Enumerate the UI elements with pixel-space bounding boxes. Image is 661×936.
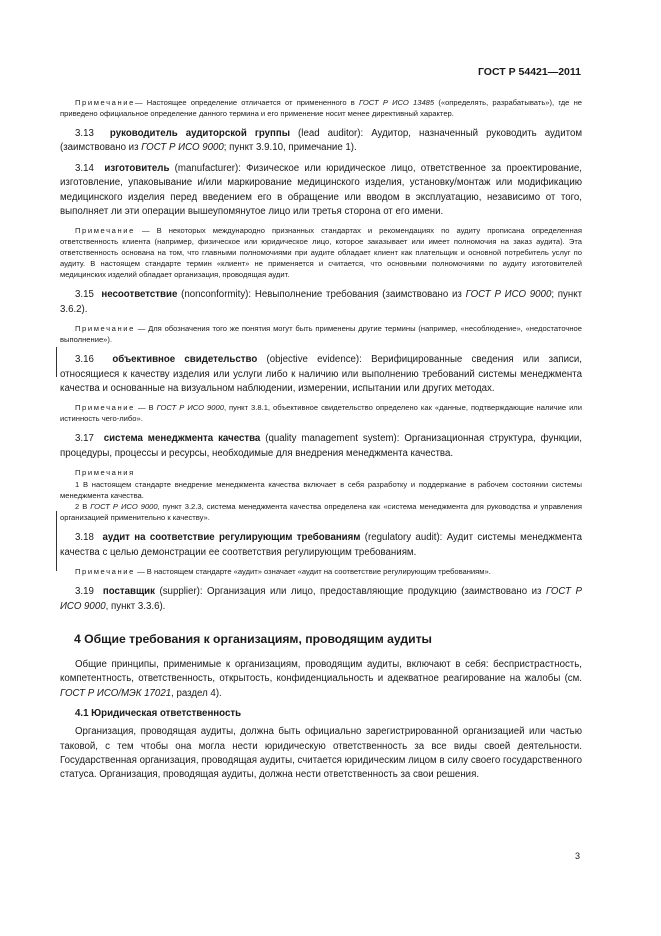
note-3-16: Примечание — В ГОСТ Р ИСО 9000, пункт 3.8.1, объективное свидетельство определено как «данные, подтверждающие наличие или истинность чего-либо». — [60, 403, 582, 424]
subsection-4-1-text: Организация, проводящая аудиты, должна быть официально зарегистрированной организацией или частью таковой, с тем чтобы она могла нести юридическую ответственность за все виды своей деятельности. Государственная организация, проводящая аудиты, считается юридическим лицом в силу своего государственного статуса. Организация, проводящая аудиты, должна нести ответственность за свои решения. — [60, 726, 582, 781]
definition-3-16: 3.16 объективное свидетельство (objective evidence): Верифицированные сведения или записи, относящиеся к качеству изделия или услуги либо к наличию или выполнению требований системы менеджмента качества и основанные на визуальном наблюдении, измерении, испытании или других методах. — [60, 354, 582, 395]
term: поставщик — [102, 586, 155, 598]
notes-3-17-item-1: 1 В настоящем стандарте внедрение менеджмента качества включает в себя разработку и поддержание в рабочем состоянии системы менеджмента качества. — [60, 480, 582, 501]
definition-3-15: 3.15 несоответствие (nonconformity): Невыполнение требования (заимствовано из ГОСТ Р ИСО 9000; пункт 3.6.2). — [60, 289, 583, 315]
revision-bar — [56, 347, 57, 377]
section-4-heading: 4 Общие требования к организациям, проводящим аудиты — [74, 631, 432, 646]
definition-3-14: 3.14 изготовитель (manufacturer): Физическое или юридическое лицо, ответственное за проектирование, изготовление, упаковывание и/или маркирование медицинского изделия, установку/монтаж или модификацию медицинского изделия перед введением его в обращение или вводом в эксплуатацию, независимо от того, выполняет ли эти операции вышеупомянутое лицо или третья сторона от его имени. — [60, 162, 582, 218]
document-body — [60, 97, 582, 783]
notes-3-17-item-2: 2 В ГОСТ Р ИСО 9000, пункт 3.2.3, система менеджмента качества определена как «система менеджмента для руководства и управления организацией применительно к качеству». — [60, 502, 582, 523]
subsection-4-1-heading: 4.1 Юридическая ответственность — [75, 708, 242, 720]
note-intro: Примечание— Настоящее определение отличается от примененного в ГОСТ Р ИСО 13485 («определять, разрабатывать»), где не приведено официальное определение данного термина и его применение носит менее директивный характер. — [60, 98, 583, 118]
notes-3-17-label: Примечания — [75, 468, 135, 478]
revision-bar — [56, 511, 57, 571]
note-3-18: Примечание — В настоящем стандарте «аудит» означает «аудит на соответствие регулирующим требованиям». — [75, 567, 491, 577]
term: система менеджмента качества — [103, 433, 261, 445]
page-number: 3 — [575, 851, 581, 861]
term: несоответствие — [101, 289, 178, 301]
document-header: ГОСТ Р 54421—2011 — [477, 66, 581, 78]
definition-3-13: 3.13 руководитель аудиторской группы (lead auditor): Аудитор, назначенный руководить аудитом (заимствовано из ГОСТ Р ИСО 9000; пункт 3.9.10, примечание 1). — [60, 128, 582, 154]
term: изготовитель — [104, 162, 170, 174]
reference-link: ГОСТ Р ИСО 13485 — [358, 98, 435, 107]
term: аудит на соответствие регулирующим требованиям — [102, 532, 361, 544]
definition-3-18: 3.18 аудит на соответствие регулирующим требованиям (regulatory audit): Аудит системы менеджмента качества с целью демонстрации ее соответствия регулирующим требованиям. — [60, 532, 582, 558]
term: руководитель аудиторской группы — [109, 128, 291, 139]
definition-3-19: 3.19 поставщик (supplier): Организация или лицо, предоставляющие продукцию (заимствовано из ГОСТ Р ИСО 9000, пункт 3.3.6). — [60, 586, 582, 612]
definition-3-17: 3.17 система менеджмента качества (quality management system): Организационная структура, функции, процедуры, процессы и ресурсы, необходимые для внедрения менеджмента качества. — [60, 433, 582, 459]
section-4-intro: Общие принципы, применимые к организациям, проводящим аудиты, включают в себя: беспристрастность, компетентность, ответственность, открытость, конфиденциальность и адекватное реагирование на жалобы (см. ГОСТ Р ИСО/МЭК 17021, раздел 4). — [60, 658, 582, 699]
term: объективное свидетельство — [112, 354, 258, 366]
note-3-15: Примечание — Для обозначения того же понятия могут быть применены другие термины (например, «несоблюдение», «недостаточное выполнение»). — [60, 324, 582, 345]
note-3-14: Примечание — В некоторых международно признанных стандартах и рекомендациях по аудиту прописана определенная ответственность клиента (например, физическое или юридическое лицо, которое заказывает или имеет полномочия на заказ аудита). Эта ответственность основана на том, что главными полномочиями при аудите обладает клиент как плательщик и основной потребитель услуг по аудиту. В настоящем стандарте термин «клиент» не применяется и считается, что основными полномочиями по аудиту изготовителей медицинских изделий обладает организация, проводящая аудит. — [60, 226, 582, 280]
